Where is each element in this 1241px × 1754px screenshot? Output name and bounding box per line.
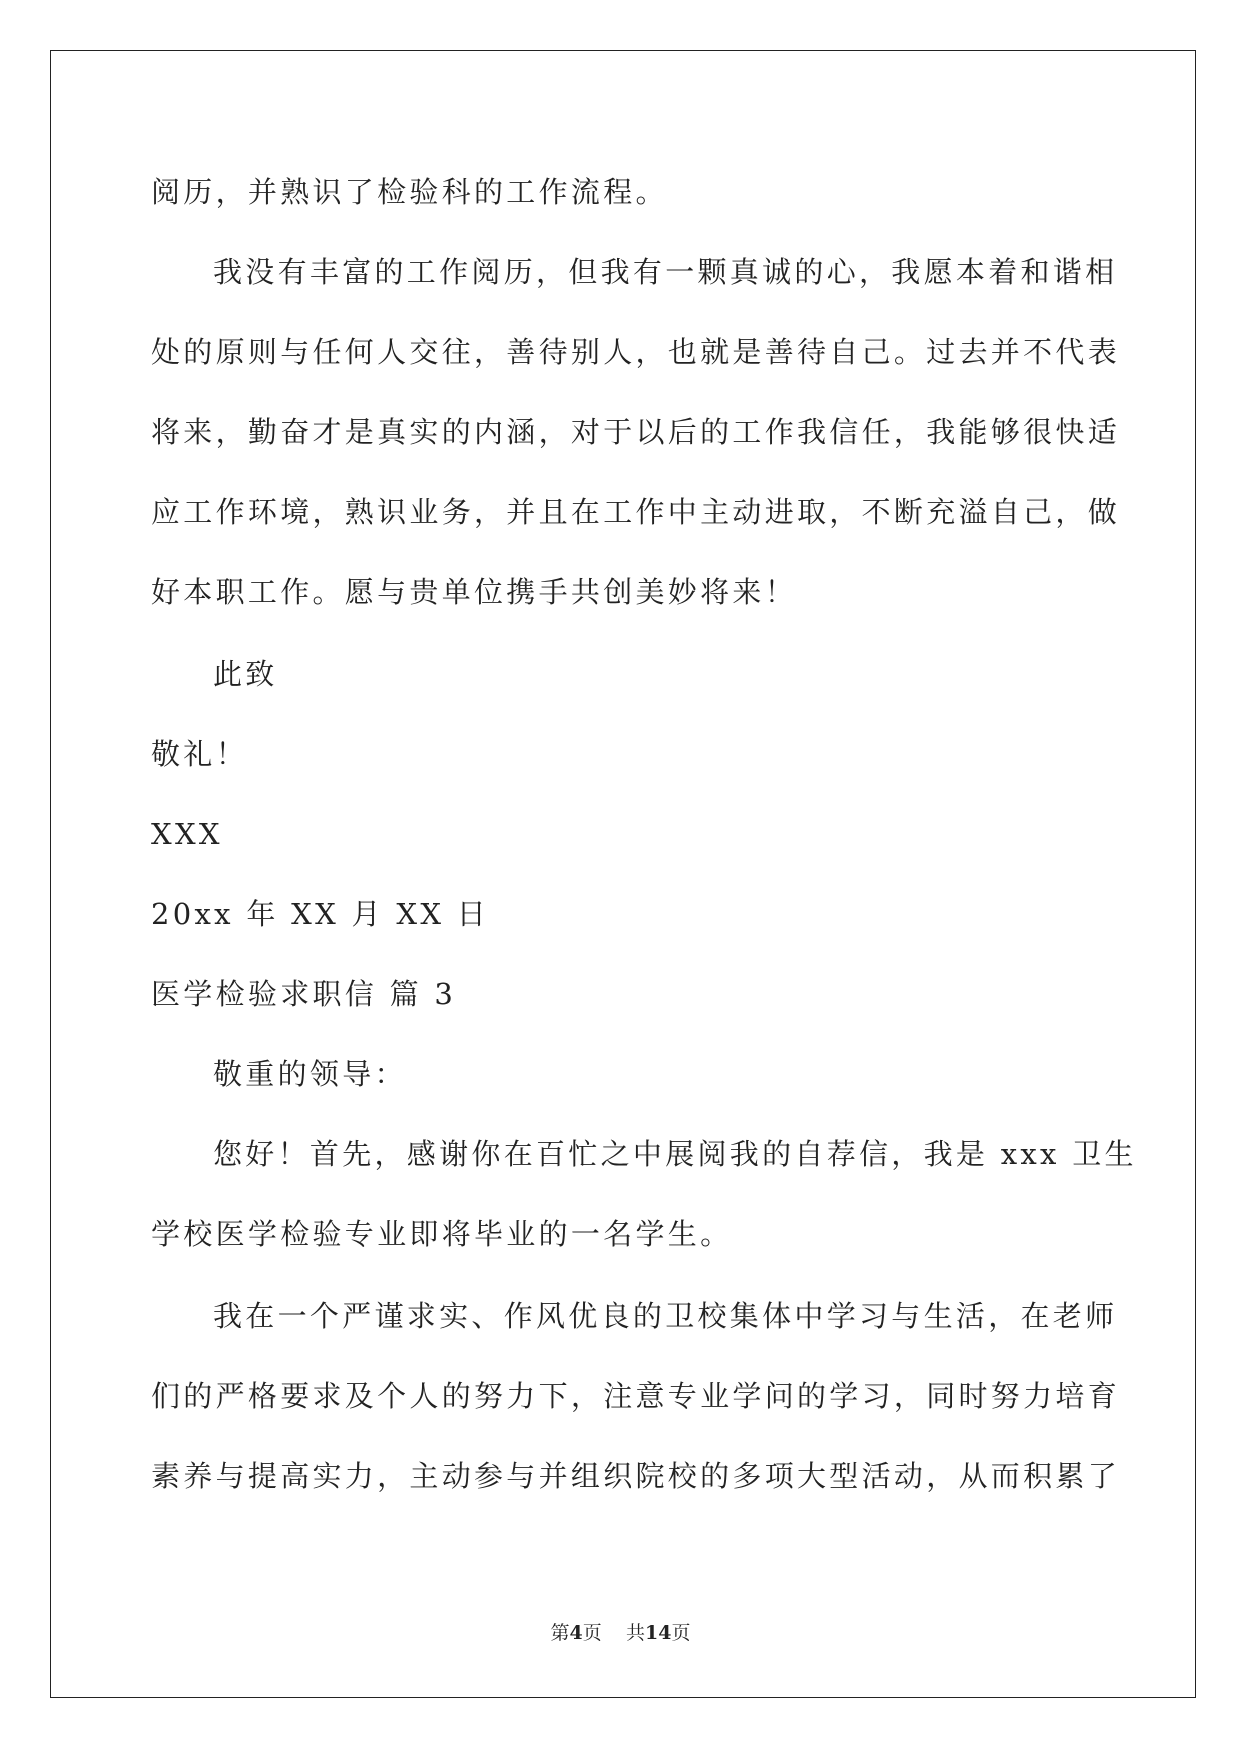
- paragraph-line: 们的严格要求及个人的努力下，注意专业学问的学习，同时努力培育: [151, 1379, 1121, 1413]
- paragraph-line: 好本职工作。愿与贵单位携手共创美妙将来！: [151, 575, 798, 609]
- paragraph-line: 您好！首先，感谢你在百忙之中展阅我的自荐信，我是 xxx 卫生: [213, 1137, 1137, 1171]
- total-suffix: 页: [671, 1622, 691, 1644]
- total-prefix: 共: [625, 1622, 645, 1644]
- page-footer: [0, 1620, 1241, 1646]
- paragraph-line: 阅历，并熟识了检验科的工作流程。: [151, 175, 668, 209]
- paragraph-line: 素养与提高实力，主动参与并组织院校的多项大型活动，从而积累了: [151, 1459, 1121, 1493]
- page-number: 4: [569, 1622, 583, 1644]
- paragraph-line: 学校医学检验专业即将毕业的一名学生。: [151, 1217, 733, 1251]
- page-border: [50, 50, 1196, 1698]
- page-prefix: 第: [550, 1622, 570, 1644]
- signature-name: XXX: [151, 817, 223, 851]
- paragraph-line: 我没有丰富的工作阅历，但我有一颗真诚的心，我愿本着和谐相: [213, 255, 1118, 289]
- total-pages: 14: [644, 1622, 672, 1644]
- greeting: 敬重的领导：: [213, 1057, 407, 1091]
- closing-regards: 敬礼！: [151, 737, 248, 771]
- closing-salutation: 此致: [213, 657, 278, 691]
- signature-date: 20xx 年 XX 月 XX 日: [151, 897, 490, 931]
- paragraph-line: 应工作环境，熟识业务，并且在工作中主动进取，不断充溢自己，做: [151, 495, 1121, 529]
- paragraph-line: 处的原则与任何人交往，善待别人，也就是善待自己。过去并不代表: [151, 335, 1121, 369]
- paragraph-line: 将来，勤奋才是真实的内涵，对于以后的工作我信任，我能够很快适: [151, 415, 1121, 449]
- paragraph-line: 我在一个严谨求实、作风优良的卫校集体中学习与生活，在老师: [213, 1299, 1118, 1333]
- section-heading: 医学检验求职信 篇 3: [151, 977, 457, 1011]
- page-suffix: 页: [582, 1622, 602, 1644]
